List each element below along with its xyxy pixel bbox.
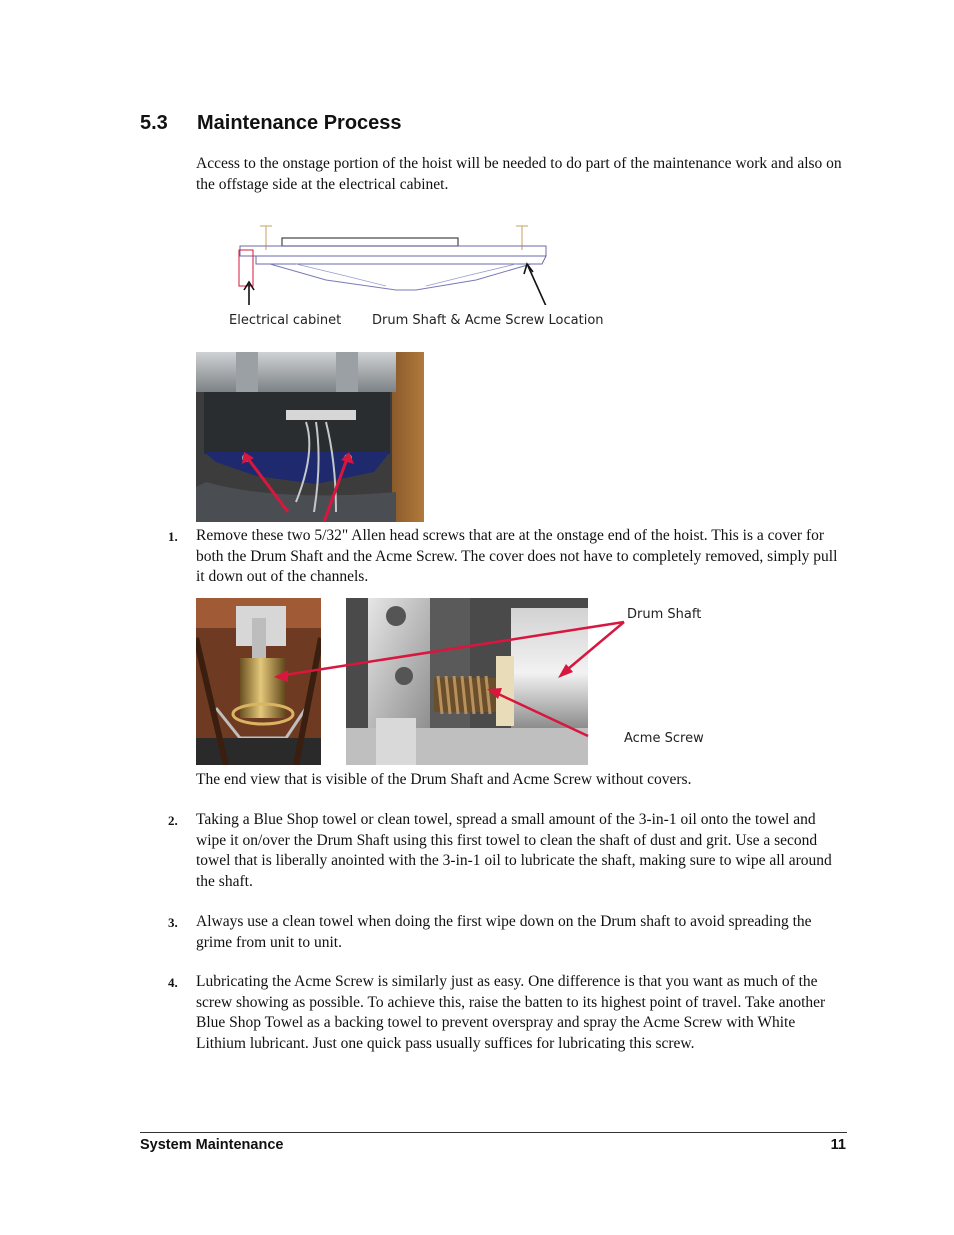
label-acme-screw: Acme Screw bbox=[624, 731, 704, 746]
step-4-text: Lubricating the Acme Screw is similarly just as easy. One difference is that you want as much of the screw showing as possible. To achieve this, raise the batten to its highest point of travel. Take another Blue Shop Towel as a backing towel to prevent overspray and spray the Acme Screw with White Lithium lubricant. Just one quick pass usually suffices for lubricating this screw. bbox=[196, 973, 826, 1052]
step-1-number: 1. bbox=[168, 529, 178, 544]
label-drum-shaft-acme-location: Drum Shaft & Acme Screw Location bbox=[372, 313, 604, 328]
page-number: 11 bbox=[830, 1137, 846, 1153]
footer-rule bbox=[140, 1132, 847, 1133]
end-view-caption: The end view that is visible of the Drum Shaft and Acme Screw without covers. bbox=[196, 771, 692, 788]
cover-screws-photo bbox=[196, 352, 424, 522]
label-drum-shaft: Drum Shaft bbox=[627, 607, 702, 622]
footer-section-name: System Maintenance bbox=[140, 1137, 284, 1153]
step-3-number: 3. bbox=[168, 915, 178, 930]
step-4-number: 4. bbox=[168, 975, 178, 990]
intro-paragraph: Access to the onstage portion of the hoist will be needed to do part of the maintenance work and also on the offstage side at the electrical cabinet. bbox=[196, 155, 842, 193]
section-heading bbox=[140, 112, 402, 135]
label-electrical-cabinet: Electrical cabinet bbox=[229, 313, 342, 328]
step-2-number: 2. bbox=[168, 813, 178, 828]
section-title: Maintenance Process bbox=[197, 112, 402, 134]
step-3-text: Always use a clean towel when doing the first wipe down on the Drum shaft to avoid spreading the grime from unit to unit. bbox=[196, 913, 812, 951]
step-1-text: Remove these two 5/32" Allen head screws that are at the onstage end of the hoist. This is a cover for both the Drum Shaft and the Acme Screw. The cover does not have to completely removed, simply pull it down out of the channels. bbox=[196, 527, 838, 585]
photo-pointer-arrows bbox=[196, 598, 626, 768]
step-2-text: Taking a Blue Shop towel or clean towel, spread a small amount of the 3-in-1 oil onto the towel and wipe it on/over the Drum Shaft using this first towel to clean the shaft of dust and grit. Use a second towel that is liberally anointed with the 3-in-1 oil to lubricate the shaft, making sure to wipe all around the shaft. bbox=[196, 811, 832, 890]
section-number: 5.3 bbox=[140, 112, 168, 134]
hoist-diagram bbox=[226, 210, 556, 305]
